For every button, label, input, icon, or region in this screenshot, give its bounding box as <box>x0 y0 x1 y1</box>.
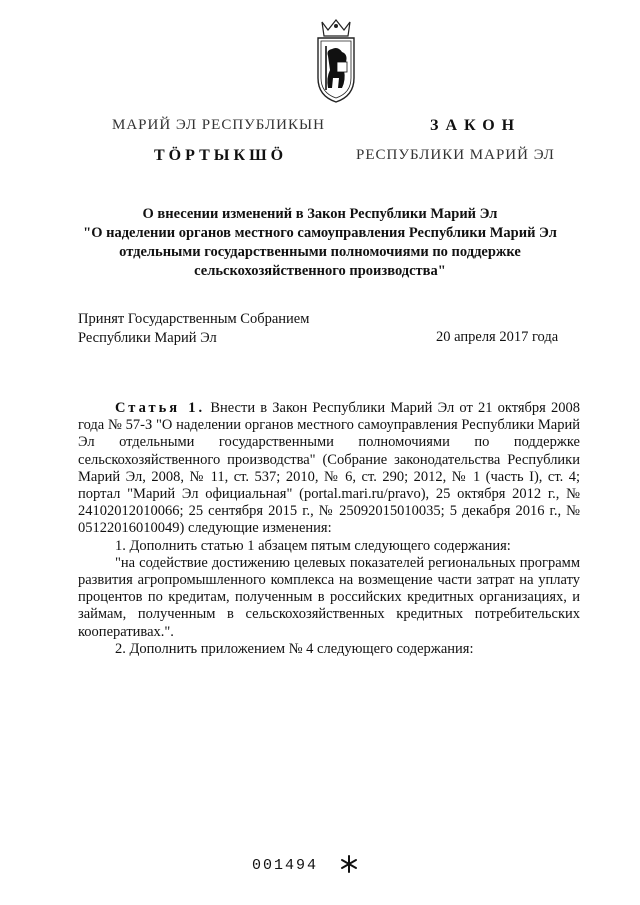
article-quote: "на содействие достижению целевых показателей региональных программ развития агропромышленного комплекса на возмещение части затрат на уплату процентов по кредитам, полученным в российских кредитных организациях, и займам, полученным в сельскохозяйственных кредитных потребительских кооперативах.". <box>78 554 580 640</box>
law-title <box>60 205 580 281</box>
article-item-1: 1. Дополнить статью 1 абзацем пятым следующего содержания: <box>115 537 511 554</box>
adopted-line: Принят Государственным Собранием <box>78 311 310 327</box>
header-right-bottom: РЕСПУБЛИКИ МАРИЙ ЭЛ <box>356 147 555 163</box>
article-label: Статья 1. <box>115 400 206 416</box>
article-intro-text: Внести в Закон Республики Марий Эл от 21 октября 2008 года № 57-З "О наделении органов местного самоуправления Республики Марий Эл отдельными государственными полномочиями по поддержке сельскохозяйственного производства" (Собрание законодательства Республики Марий Эл, 2008, № 11, ст. 537; 2010, № 6, ст. 290; 2012, № 1 (часть I), ст. 4; портал "Марий Эл официальная" (portal.mari.ru/pravo), 25 октября 2012 г., № 24102012010066; 25 сентября 2015 г., № 25092015010035; 5 декабря 2016 г., № 05122016010049) следующие изменения: <box>78 400 580 537</box>
asterisk-icon <box>339 854 359 874</box>
document-number: 001494 <box>252 857 319 874</box>
header-left-bottom: ТӦРТЫКШӦ <box>154 147 288 164</box>
header-right-top: ЗАКОН <box>430 117 522 134</box>
title-line: сельскохозяйственного производства" <box>194 263 446 279</box>
title-line: О внесении изменений в Закон Республики Марий Эл <box>142 206 498 222</box>
adopted-date: 20 апреля 2017 года <box>436 329 559 345</box>
article-item-2: 2. Дополнить приложением № 4 следующего содержания: <box>115 640 474 657</box>
article-intro <box>78 400 580 538</box>
header-left-top: МАРИЙ ЭЛ РЕСПУБЛИКЫН <box>112 117 325 133</box>
adopted-by <box>78 310 309 348</box>
coat-of-arms-icon <box>304 16 368 104</box>
title-line: "О наделении органов местного самоуправления Республики Марий Эл <box>83 225 557 241</box>
title-line: отдельными государственными полномочиями по поддержке <box>119 244 521 260</box>
adopted-line: Республики Марий Эл <box>78 330 217 346</box>
article-body <box>78 400 580 658</box>
